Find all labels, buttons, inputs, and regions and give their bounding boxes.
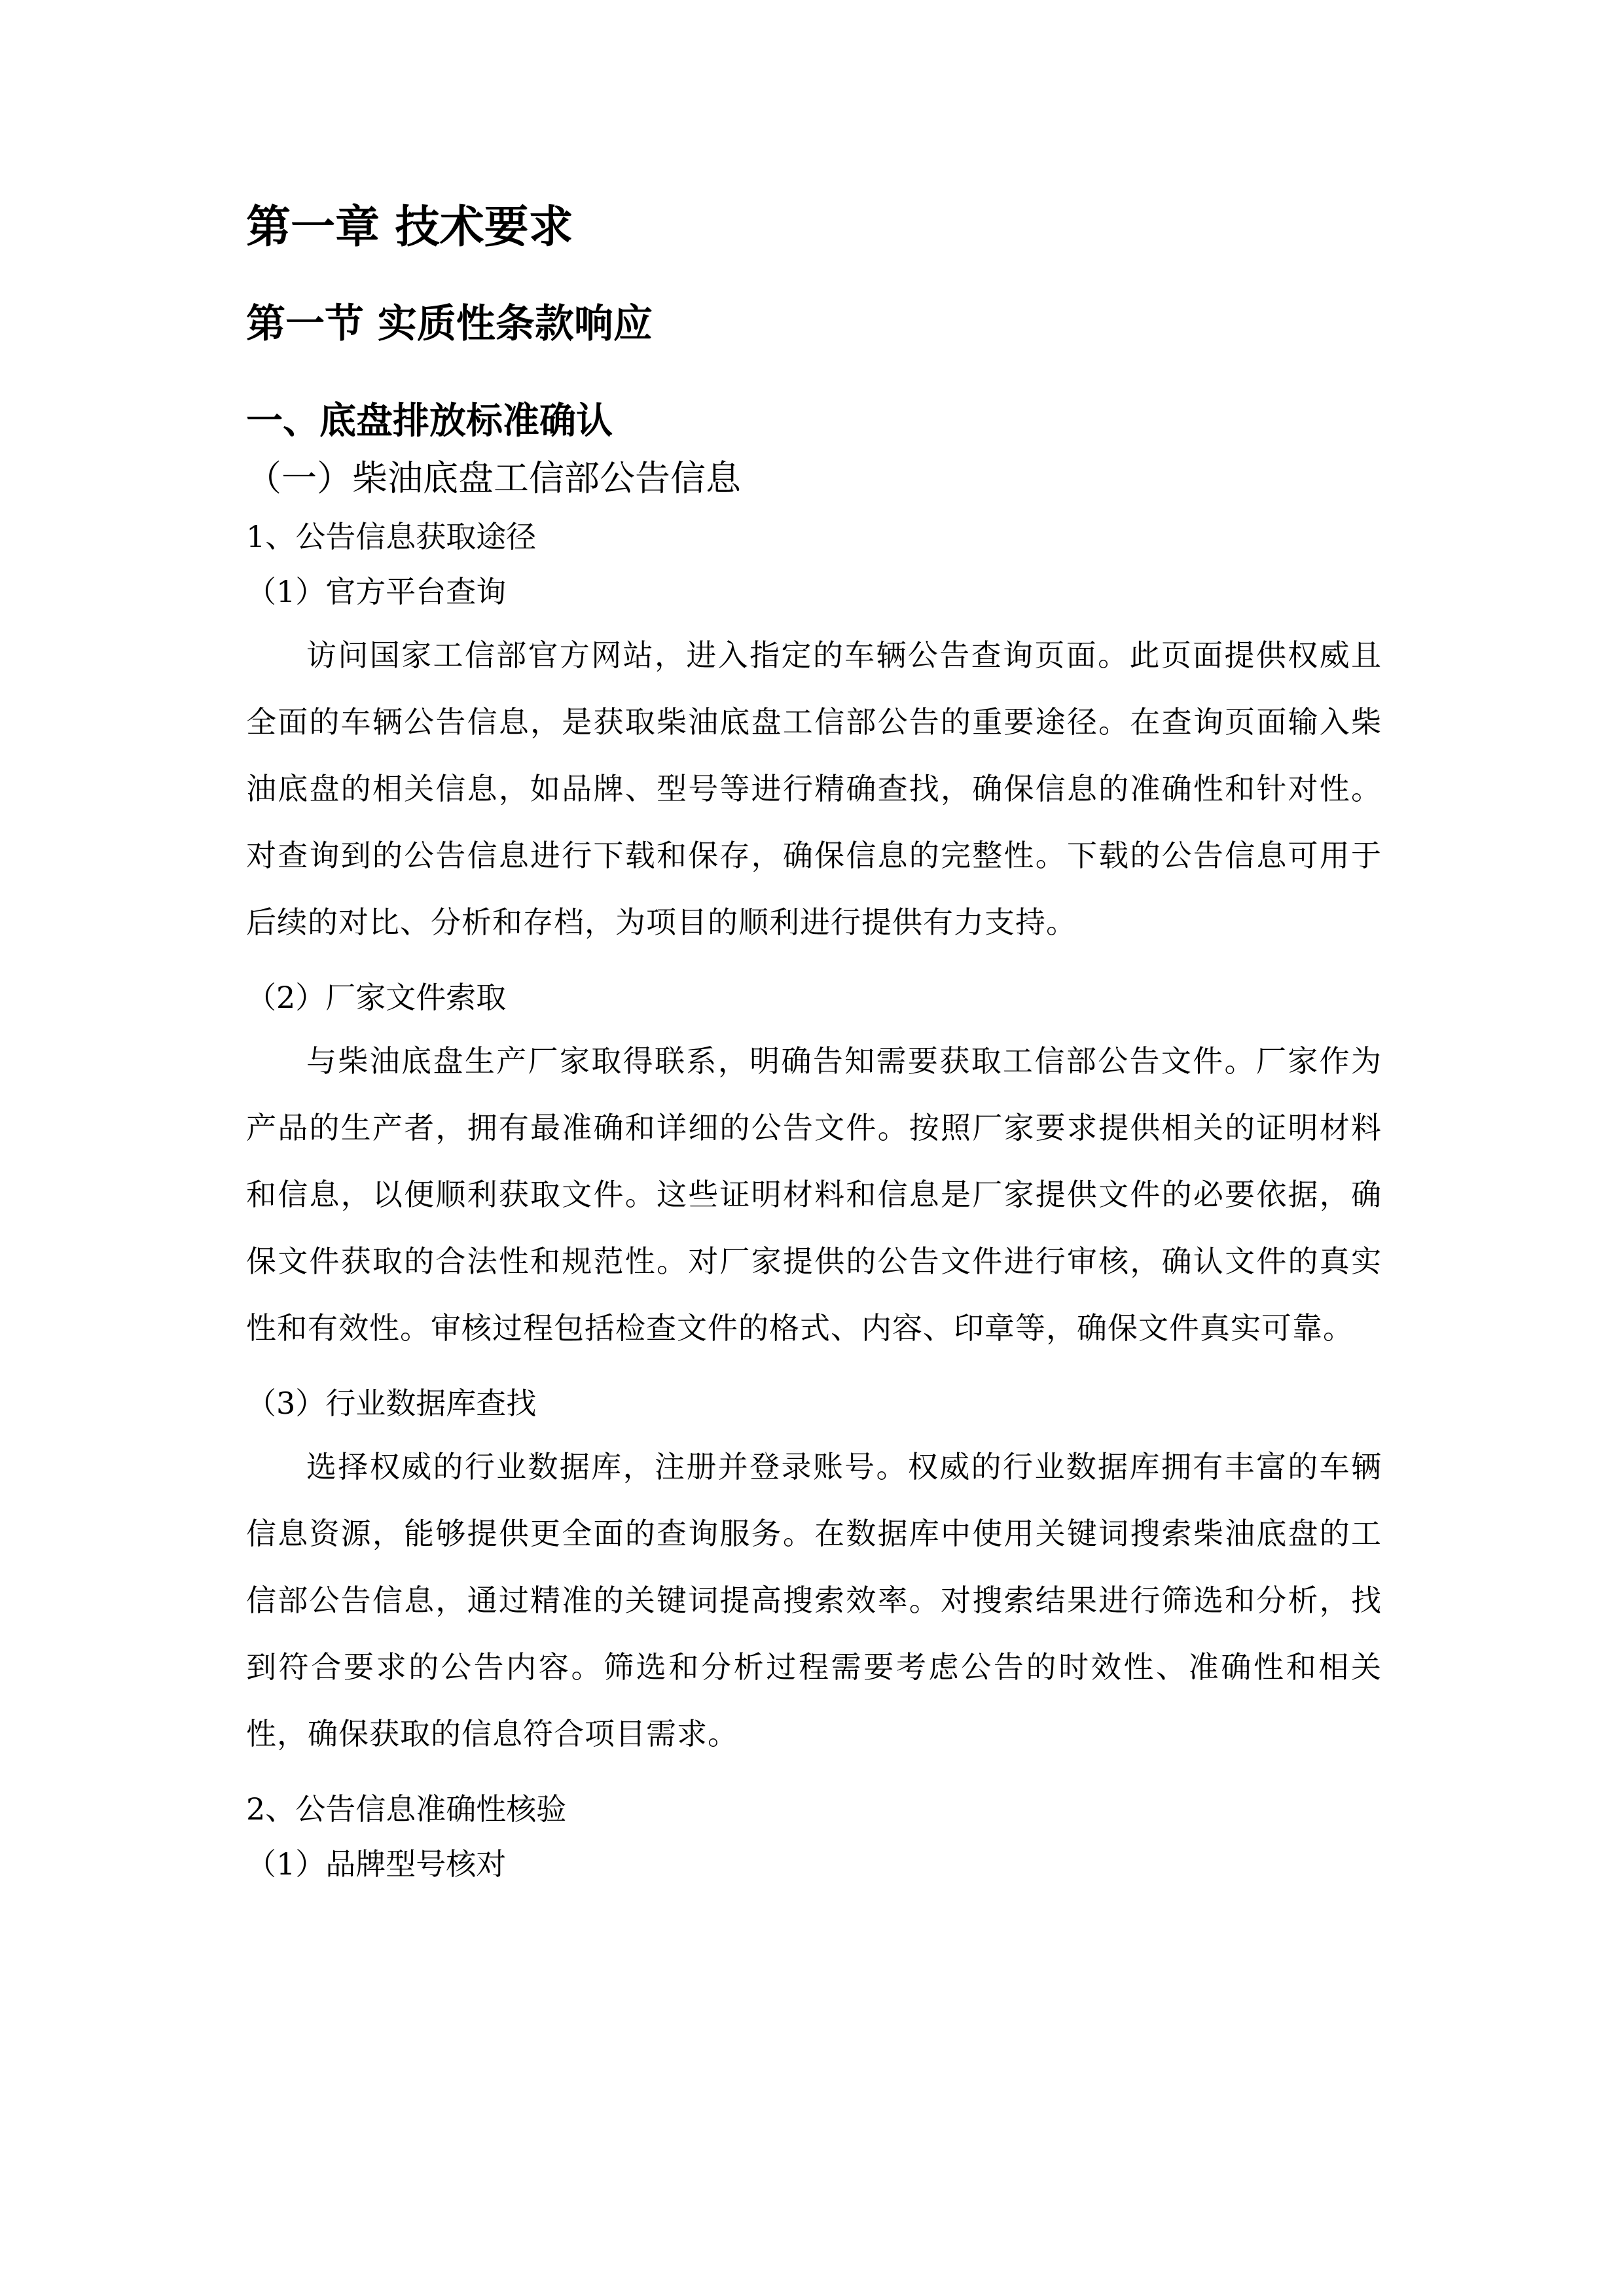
chapter-title: 第一章 技术要求 bbox=[246, 202, 573, 253]
paragraph-official-platform: 访问国家工信部官方网站，进入指定的车辆公告查询页面。此页面提供权威且全面的车辆公告信息，是获取柴油底盘工信部公告的重要途径。在查询页面输入柴油底盘的相关信息，如品牌、型号等进行精确查找，确保信息的准确性和针对性。对查询到的公告信息进行下载和保存，确保信息的完整性。下载的公告信息可用于后续的对比、分析和存档，为项目的顺利进行提供有力支持。 bbox=[246, 637, 1382, 940]
paragraph-industry-database: 选择权威的行业数据库，注册并登录账号。权威的行业数据库拥有丰富的车辆信息资源，能够提供更全面的查询服务。在数据库中使用关键词搜索柴油底盘的工信部公告信息，通过精准的关键词提高搜索效率。对搜索结果进行筛选和分析，找到符合要求的公告内容。筛选和分析过程需要考虑公告的时效性、准确性和相关性，确保获取的信息符合项目需求。 bbox=[246, 1449, 1382, 1751]
section-title: 第一节 实质性条款响应 bbox=[246, 301, 653, 347]
document-body bbox=[246, 196, 1382, 1894]
item-heading-2: 2、公告信息准确性核验 bbox=[246, 1791, 567, 1827]
paragraph-manufacturer-documents: 与柴油底盘生产厂家取得联系，明确告知需要获取工信部公告文件。厂家作为产品的生产者，拥有最准确和详细的公告文件。按照厂家要求提供相关的证明材料和信息，以便顺利获取文件。这些证明材料和信息是厂家提供文件的必要依据，确保文件获取的合法性和规范性。对厂家提供的公告文件进行审核，确认文件的真实性和有效性。审核过程包括检查文件的格式、内容、印章等，确保文件真实可靠。 bbox=[246, 1043, 1382, 1346]
item-heading-1-2: （2）厂家文件索取 bbox=[246, 980, 507, 1015]
item-heading-1: 1、公告信息获取途径 bbox=[246, 519, 537, 554]
subpart-title: （一）柴油底盘工信部公告信息 bbox=[246, 457, 741, 499]
item-heading-2-1: （1）品牌型号核对 bbox=[246, 1846, 507, 1882]
item-heading-1-1: （1）官方平台查询 bbox=[246, 574, 507, 609]
item-heading-1-3: （3）行业数据库查找 bbox=[246, 1386, 537, 1421]
part-title: 一、底盘排放标准确认 bbox=[246, 400, 613, 442]
